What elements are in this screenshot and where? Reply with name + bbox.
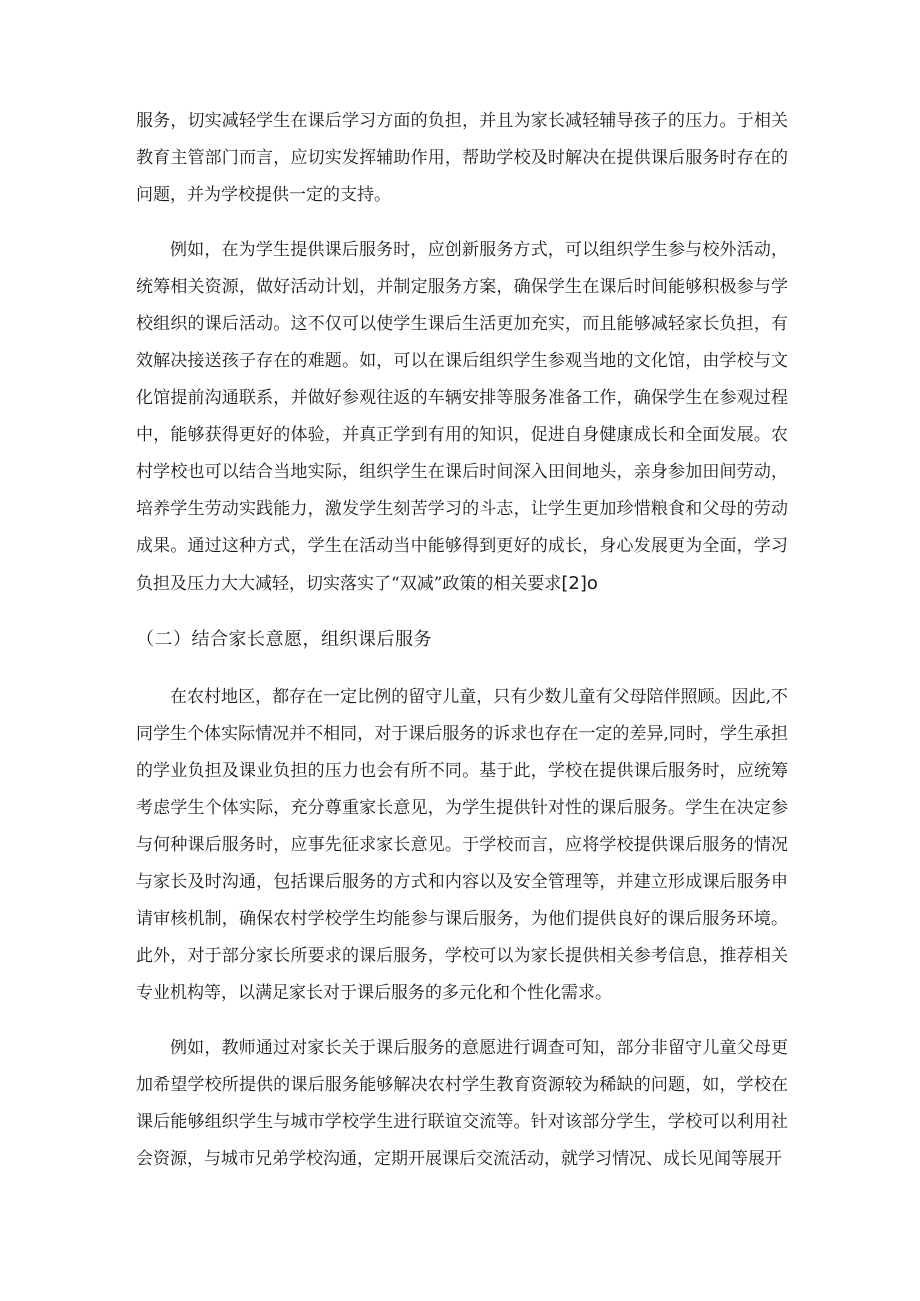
section-heading: （二）结合家长意愿，组织课后服务	[136, 629, 432, 650]
paragraph-3	[136, 679, 788, 1012]
paragraph-4	[136, 1030, 788, 1178]
paragraph-3-text: 在农村地区，都存在一定比例的留守儿童，只有少数儿童有父母陪伴照顾。因此,不同学生个体实际情况并不相同，对于课后服务的诉求也存在一定的差异,同时，学生承担的学业负担及课业负担的压力也会有所不同。基于此，学校在提供课后服务时，应统筹考虑学生个体实际，充分尊重家长意见，为学生提供针对性的课后服务。学生在决定参与何种课后服务时，应事先征求家长意见。于学校而言，应将学校提供课后服务的情况与家长及时沟通，包括课后服务的方式和内容以及安全管理等，并建立形成课后服务申请审核机制，确保农村学校学生均能参与课后服务，为他们提供良好的课后服务环境。此外，对于部分家长所要求的课后服务，学校可以为家长提供相关参考信息，推荐相关专业机构等，以满足家长对于课后服务的多元化和个性化需求。	[136, 687, 788, 1003]
paragraph-2	[136, 232, 788, 603]
paragraph-4-text: 例如，教师通过对家长关于课后服务的意愿进行调查可知，部分非留守儿童父母更加希望学校所提供的课后服务能够解决农村学生教育资源较为稀缺的问题，如，学校在课后能够组织学生与城市学校学生进行联谊交流等。针对该部分学生，学校可以利用社会资源，与城市兄弟学校沟通，定期开展课后交流活动，就学习情况、成长见闻等展开	[136, 1038, 788, 1169]
citation-marker: [2]o	[561, 573, 598, 594]
paragraph-1-text: 服务，切实减轻学生在课后学习方面的负担，并且为家长减轻辅导孩子的压力。于相关教育主管部门而言，应切实发挥辅助作用，帮助学校及时解决在提供课后服务时存在的问题，并为学校提供一定的支持。	[136, 111, 788, 205]
paragraph-1	[136, 103, 788, 214]
document-body	[136, 103, 788, 1196]
paragraph-2-text: 例如，在为学生提供课后服务时，应创新服务方式，可以组织学生参与校外活动，统筹相关资源，做好活动计划，并制定服务方案，确保学生在课后时间能够积极参与学校组织的课后活动。这不仅可以使学生课后生活更加充实，而且能够减轻家长负担，有效解决接送孩子存在的难题。如，可以在课后组织学生参观当地的文化馆，由学校与文化馆提前沟通联系，并做好参观往返的车辆安排等服务准备工作，确保学生在参观过程中，能够获得更好的体验，并真正学到有用的知识，促进自身健康成长和全面发展。农村学校也可以结合当地实际，组织学生在课后时间深入田间地头，亲身参加田间劳动，培养学生劳动实践能力，激发学生刻苦学习的斗志，让学生更加珍惜粮食和父母的劳动成果。通过这种方式，学生在活动当中能够得到更好的成长，身心发展更为全面，学习负担及压力大大减轻，切实落实了“双减”政策的相关要求	[136, 240, 788, 594]
